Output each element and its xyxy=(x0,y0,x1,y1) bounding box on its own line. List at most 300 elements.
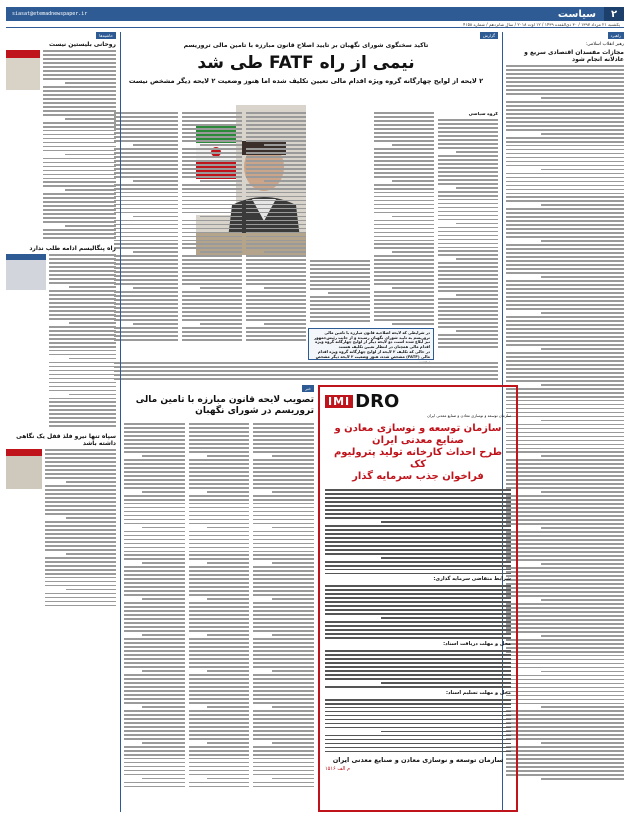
text-line xyxy=(506,372,624,374)
text-line xyxy=(200,251,242,253)
text-line xyxy=(438,199,498,201)
text-line xyxy=(374,279,434,281)
text-line xyxy=(374,116,434,118)
text-line xyxy=(124,566,185,568)
left-column xyxy=(6,32,116,812)
text-line xyxy=(253,594,314,596)
text-line xyxy=(264,287,306,289)
text-line xyxy=(506,228,624,230)
text-line xyxy=(506,149,624,151)
text-line xyxy=(325,601,511,603)
text-line xyxy=(189,590,250,592)
text-line xyxy=(124,758,185,760)
text-line xyxy=(506,288,624,290)
main-col-5-body xyxy=(182,112,242,341)
highlight-box xyxy=(308,328,434,360)
text-line xyxy=(114,370,498,372)
text-line xyxy=(189,451,250,453)
text-line xyxy=(541,671,624,673)
text-line xyxy=(310,264,370,266)
text-line xyxy=(114,259,178,261)
text-line xyxy=(124,626,185,628)
text-line xyxy=(506,328,624,330)
text-line xyxy=(43,233,116,235)
text-line xyxy=(189,758,250,760)
left-divider xyxy=(120,32,121,812)
text-line xyxy=(124,630,185,632)
text-line xyxy=(325,609,511,611)
text-line xyxy=(114,128,178,130)
text-line xyxy=(45,497,116,499)
text-line xyxy=(124,487,185,489)
text-line xyxy=(124,451,185,453)
text-line xyxy=(506,336,624,338)
text-line xyxy=(438,282,498,284)
text-line xyxy=(246,247,306,249)
text-line xyxy=(374,132,434,134)
text-line xyxy=(43,221,116,223)
text-line xyxy=(246,319,306,321)
text-line xyxy=(506,535,624,537)
text-line xyxy=(189,578,250,580)
text-line xyxy=(506,189,624,191)
text-line xyxy=(506,248,624,250)
text-line xyxy=(189,658,250,660)
text-line xyxy=(374,136,434,138)
text-line xyxy=(43,178,116,180)
text-line xyxy=(253,475,314,477)
text-line xyxy=(189,439,250,441)
text-line xyxy=(189,618,250,620)
text-line xyxy=(189,499,250,501)
text-line xyxy=(272,634,314,636)
text-line xyxy=(124,646,185,648)
text-line xyxy=(506,651,624,653)
left-title-1: روحانی بلیستین نیست xyxy=(49,41,116,48)
text-line xyxy=(506,85,624,87)
text-line xyxy=(114,196,178,198)
text-line xyxy=(182,283,242,285)
text-line xyxy=(506,220,624,222)
text-line xyxy=(253,666,314,668)
text-line xyxy=(114,140,178,142)
text-line xyxy=(374,307,434,309)
text-line xyxy=(253,578,314,580)
text-line xyxy=(182,315,242,317)
text-line xyxy=(65,225,116,227)
text-line xyxy=(374,160,434,162)
right-column xyxy=(506,32,624,812)
text-line xyxy=(114,188,178,190)
text-line xyxy=(43,170,116,172)
text-line xyxy=(506,444,624,446)
text-line xyxy=(114,299,178,301)
text-line xyxy=(124,590,185,592)
text-line xyxy=(114,220,178,222)
text-line xyxy=(189,734,250,736)
text-line xyxy=(124,694,185,696)
text-line xyxy=(374,192,434,194)
text-line xyxy=(189,570,250,572)
text-line xyxy=(438,219,498,221)
text-line xyxy=(506,659,624,661)
text-line xyxy=(438,298,498,300)
text-line xyxy=(438,326,498,328)
text-line xyxy=(506,583,624,585)
text-line xyxy=(506,459,624,461)
text-line xyxy=(43,114,116,116)
text-line xyxy=(253,602,314,604)
text-line xyxy=(124,547,185,549)
text-line xyxy=(124,539,185,541)
text-line xyxy=(66,481,116,483)
text-line xyxy=(43,78,116,80)
text-line xyxy=(124,718,185,720)
text-line xyxy=(43,174,116,176)
text-line xyxy=(253,487,314,489)
text-line xyxy=(200,323,242,325)
text-line xyxy=(49,306,116,308)
text-line xyxy=(142,670,184,672)
text-line xyxy=(207,778,249,780)
text-line xyxy=(506,81,624,83)
text-line xyxy=(506,722,624,724)
text-line xyxy=(253,511,314,513)
text-line xyxy=(189,539,250,541)
text-line xyxy=(189,782,250,784)
text-line xyxy=(253,574,314,576)
text-line xyxy=(45,557,116,559)
ad-logo-mark: IMI xyxy=(325,395,353,408)
text-line xyxy=(49,298,116,300)
text-line xyxy=(182,228,242,230)
text-line xyxy=(506,571,624,573)
text-line xyxy=(49,413,116,415)
text-line xyxy=(325,525,511,527)
text-line xyxy=(124,531,185,533)
text-line xyxy=(325,674,511,676)
text-line xyxy=(272,742,314,744)
text-line xyxy=(182,208,242,210)
ad-body-2 xyxy=(325,585,511,639)
text-line xyxy=(253,646,314,648)
text-line xyxy=(253,734,314,736)
text-line xyxy=(253,782,314,784)
text-line xyxy=(325,561,511,563)
text-line xyxy=(114,335,178,337)
text-line xyxy=(189,547,250,549)
text-line xyxy=(207,670,249,672)
text-line xyxy=(189,435,250,437)
text-line xyxy=(253,471,314,473)
text-line xyxy=(189,714,250,716)
text-line xyxy=(438,306,498,308)
text-line xyxy=(114,267,178,269)
text-line xyxy=(49,342,116,344)
text-line xyxy=(541,491,624,493)
text-line xyxy=(506,603,624,605)
text-line xyxy=(438,314,498,316)
text-line xyxy=(182,120,242,122)
text-line xyxy=(541,348,624,350)
text-line xyxy=(114,136,178,138)
text-line xyxy=(253,746,314,748)
text-line xyxy=(114,152,178,154)
text-line xyxy=(246,232,306,234)
text-line xyxy=(374,204,434,206)
text-line xyxy=(189,770,250,772)
text-line xyxy=(246,172,306,174)
text-line xyxy=(189,511,250,513)
text-line xyxy=(43,110,116,112)
text-line xyxy=(506,579,624,581)
text-line xyxy=(506,774,624,776)
text-line xyxy=(253,682,314,684)
text-line xyxy=(124,558,185,560)
text-line xyxy=(506,559,624,561)
text-line xyxy=(253,702,314,704)
text-line xyxy=(142,562,184,564)
text-line xyxy=(506,157,624,159)
text-line xyxy=(246,315,306,317)
text-line xyxy=(45,601,116,603)
text-line xyxy=(506,507,624,509)
text-line xyxy=(43,126,116,128)
text-line xyxy=(325,699,511,701)
text-line xyxy=(124,495,185,497)
news2-tag: خبر xyxy=(302,385,314,392)
text-line xyxy=(325,625,511,627)
text-line xyxy=(506,703,624,705)
text-line xyxy=(272,670,314,672)
text-line xyxy=(374,303,434,305)
text-line xyxy=(246,148,306,150)
text-line xyxy=(189,654,250,656)
text-line xyxy=(253,519,314,521)
text-line xyxy=(253,610,314,612)
text-line xyxy=(124,511,185,513)
text-line xyxy=(325,727,511,729)
text-line xyxy=(374,291,434,293)
text-line xyxy=(246,255,306,257)
text-line xyxy=(325,723,511,725)
text-line xyxy=(124,774,185,776)
text-line xyxy=(374,224,434,226)
text-line xyxy=(438,147,498,149)
text-line xyxy=(253,503,314,505)
text-line xyxy=(189,594,250,596)
text-line xyxy=(506,687,624,689)
text-line xyxy=(114,120,178,122)
text-line xyxy=(253,435,314,437)
text-line xyxy=(506,515,624,517)
text-line xyxy=(189,762,250,764)
text-line xyxy=(124,447,185,449)
text-line xyxy=(133,216,178,218)
text-line xyxy=(506,101,624,103)
text-line xyxy=(506,65,624,67)
text-line xyxy=(506,710,624,712)
text-line xyxy=(506,117,624,119)
text-line xyxy=(45,457,116,459)
text-line xyxy=(114,378,498,380)
text-line xyxy=(246,228,306,230)
text-line xyxy=(438,139,498,141)
text-line xyxy=(438,310,498,312)
text-line xyxy=(43,86,116,88)
text-line xyxy=(272,778,314,780)
text-line xyxy=(506,216,624,218)
text-line xyxy=(541,778,624,780)
text-line xyxy=(253,774,314,776)
text-line xyxy=(207,742,249,744)
text-line xyxy=(506,121,624,123)
text-line xyxy=(133,323,178,325)
text-line xyxy=(114,307,178,309)
text-line xyxy=(438,155,498,157)
text-line xyxy=(114,362,498,364)
text-line xyxy=(325,629,511,631)
text-line xyxy=(45,577,116,579)
text-line xyxy=(506,93,624,95)
text-line xyxy=(506,280,624,282)
text-line xyxy=(438,207,498,209)
text-line xyxy=(182,196,242,198)
text-line xyxy=(246,188,306,190)
text-line xyxy=(189,730,250,732)
text-line xyxy=(392,287,434,289)
text-line xyxy=(124,570,185,572)
text-line xyxy=(246,275,306,277)
text-line xyxy=(374,240,434,242)
text-line xyxy=(264,251,306,253)
text-line xyxy=(253,674,314,676)
text-line xyxy=(114,319,178,321)
ad-subtitle-2: محل و مهلت دریافت اسناد: xyxy=(443,641,511,648)
text-line xyxy=(43,166,116,168)
text-line xyxy=(541,169,624,171)
text-line xyxy=(438,231,498,233)
text-line xyxy=(506,232,624,234)
text-line xyxy=(43,138,116,140)
text-line xyxy=(506,683,624,685)
text-line xyxy=(374,140,434,142)
text-line xyxy=(182,188,242,190)
text-line xyxy=(49,334,116,336)
text-line xyxy=(207,634,249,636)
text-line xyxy=(65,118,116,120)
text-line xyxy=(438,254,498,256)
text-line xyxy=(506,428,624,430)
text-line xyxy=(374,315,434,317)
text-line xyxy=(182,255,242,257)
text-line xyxy=(246,120,306,122)
text-line xyxy=(325,666,511,668)
text-line xyxy=(506,364,624,366)
text-line xyxy=(182,263,242,265)
text-line xyxy=(114,176,178,178)
page-header xyxy=(6,7,624,21)
text-line xyxy=(114,247,178,249)
text-line xyxy=(45,453,116,455)
investment-ad xyxy=(318,385,518,812)
text-line xyxy=(189,662,250,664)
text-line xyxy=(189,614,250,616)
text-line xyxy=(49,254,116,256)
text-line xyxy=(45,489,116,491)
text-line xyxy=(325,739,511,741)
text-line xyxy=(124,618,185,620)
text-line xyxy=(43,185,116,187)
text-line xyxy=(114,271,178,273)
text-line xyxy=(207,491,249,493)
text-line xyxy=(506,770,624,772)
text-line xyxy=(253,698,314,700)
text-line xyxy=(124,431,185,433)
text-line xyxy=(124,650,185,652)
text-line xyxy=(438,318,498,320)
text-line xyxy=(506,463,624,465)
text-line xyxy=(438,338,498,340)
text-line xyxy=(124,726,185,728)
text-line xyxy=(49,262,116,264)
text-line xyxy=(114,184,178,186)
text-line xyxy=(506,212,624,214)
text-line xyxy=(310,288,370,290)
text-line xyxy=(253,507,314,509)
left-body-1 xyxy=(43,50,116,239)
text-line xyxy=(246,295,306,297)
dateline xyxy=(6,21,624,28)
text-line xyxy=(374,200,434,202)
text-line xyxy=(374,220,434,222)
text-line xyxy=(506,308,624,310)
text-line xyxy=(246,331,306,333)
text-line xyxy=(374,156,434,158)
dateline-text: یکشنبه ۲۱ مرداد ۱۳۹۷ / ۳۰ ذی‌القعده ۱۴۳۹ / ۱۲ اوت ۲۰۱۸ / سال شانزدهم / شماره ۴۱۵۸ xyxy=(463,21,620,27)
text-line xyxy=(456,294,498,296)
text-line xyxy=(124,658,185,660)
text-line xyxy=(189,447,250,449)
text-line xyxy=(506,260,624,262)
news2-col-b xyxy=(189,423,250,803)
text-line xyxy=(253,586,314,588)
text-line xyxy=(374,275,434,277)
text-line xyxy=(325,533,511,535)
text-line xyxy=(541,97,624,99)
text-line xyxy=(506,356,624,358)
text-line xyxy=(49,330,116,332)
text-line xyxy=(506,555,624,557)
text-line xyxy=(124,690,185,692)
text-line xyxy=(506,236,624,238)
text-line xyxy=(43,134,116,136)
text-line xyxy=(43,205,116,207)
text-line xyxy=(124,654,185,656)
text-line xyxy=(253,483,314,485)
text-line xyxy=(325,573,511,575)
text-line xyxy=(506,448,624,450)
text-line xyxy=(374,168,434,170)
text-line xyxy=(114,339,178,341)
text-line xyxy=(374,263,434,265)
text-line xyxy=(325,549,511,551)
text-line xyxy=(142,598,184,600)
text-line xyxy=(182,136,242,138)
text-line xyxy=(189,774,250,776)
text-line xyxy=(133,144,178,146)
ad-subtitle-3: محل و مهلت تسلیم اسناد: xyxy=(445,689,511,696)
